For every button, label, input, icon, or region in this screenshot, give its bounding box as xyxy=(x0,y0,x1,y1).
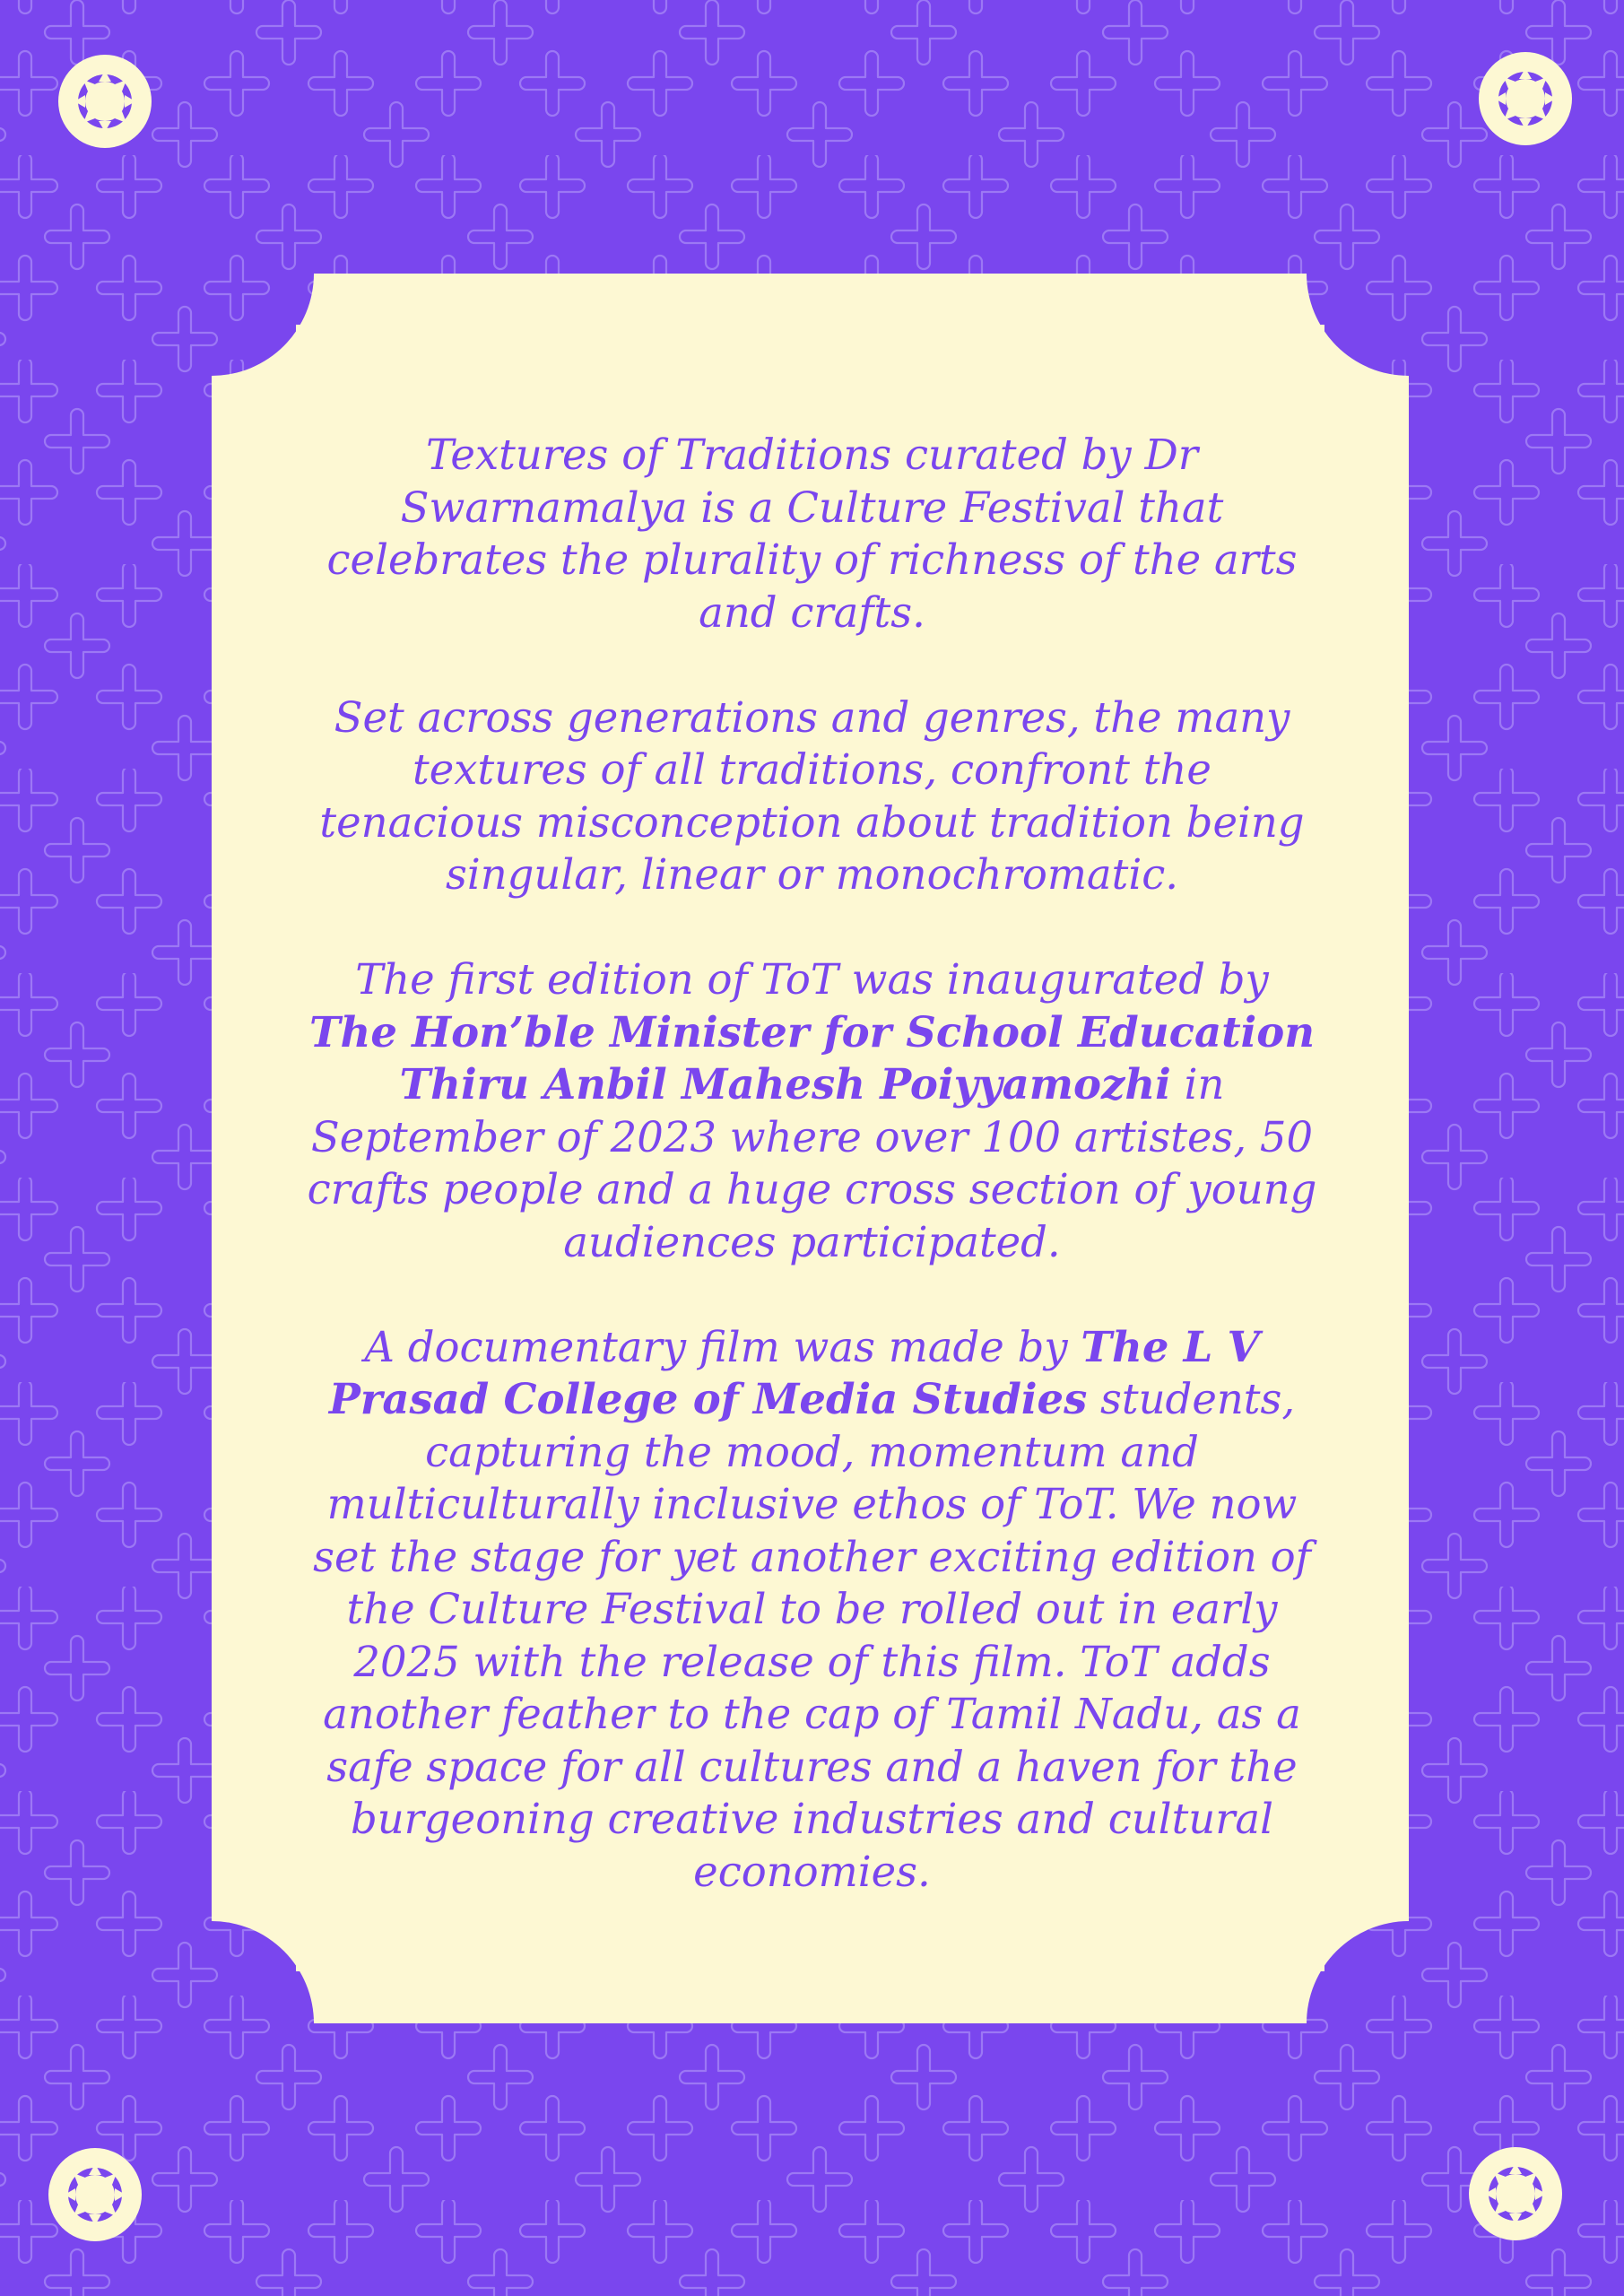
documentary-text-after: students, capturing the mood, momentum and multiculturally inclusive ethos of ToT. We now set the stage for yet another exciting edition of the Culture Festival to be rolled out in early 2025 with the release of this film. ToT adds another feather to the cap of Tamil Nadu, as a safe space for all cultures and a haven for the burgeoning creative industries and cultural economies. xyxy=(313,1375,1311,1896)
intro-paragraph: Textures of Traditions curated by Dr Swarnamalya is a Culture Festival that celebrates the plurality of richness of the arts and crafts. xyxy=(326,430,1298,637)
documentary-text-before: A documentary film was made by xyxy=(364,1322,1081,1371)
documentary-paragraph xyxy=(305,1321,1319,1899)
first-edition-text-after: in September of 2023 where over 100 artistes, 50 crafts people and a huge cross section of young audiences participated. xyxy=(307,1060,1317,1266)
corner-medallion-icon xyxy=(1468,2146,1563,2241)
first-edition-paragraph xyxy=(305,953,1319,1268)
corner-medallion-icon xyxy=(57,54,152,149)
traditions-paragraph: Set across generations and genres, the many textures of all traditions, confront the tenacious misconception about tradition being singular, linear or monochromatic. xyxy=(319,692,1305,899)
body-text xyxy=(305,429,1319,1951)
corner-medallion-icon xyxy=(1478,51,1573,146)
college-name: The L V Prasad College of Media Studies xyxy=(328,1321,1260,1423)
minister-name: The Hon’ble Minister for School Education Thiru Anbil Mahesh Poiyyamozhi xyxy=(308,1006,1316,1109)
first-edition-text-before: The first edition of ToT was inaugurated by xyxy=(355,955,1269,1004)
corner-medallion-icon xyxy=(48,2147,143,2242)
